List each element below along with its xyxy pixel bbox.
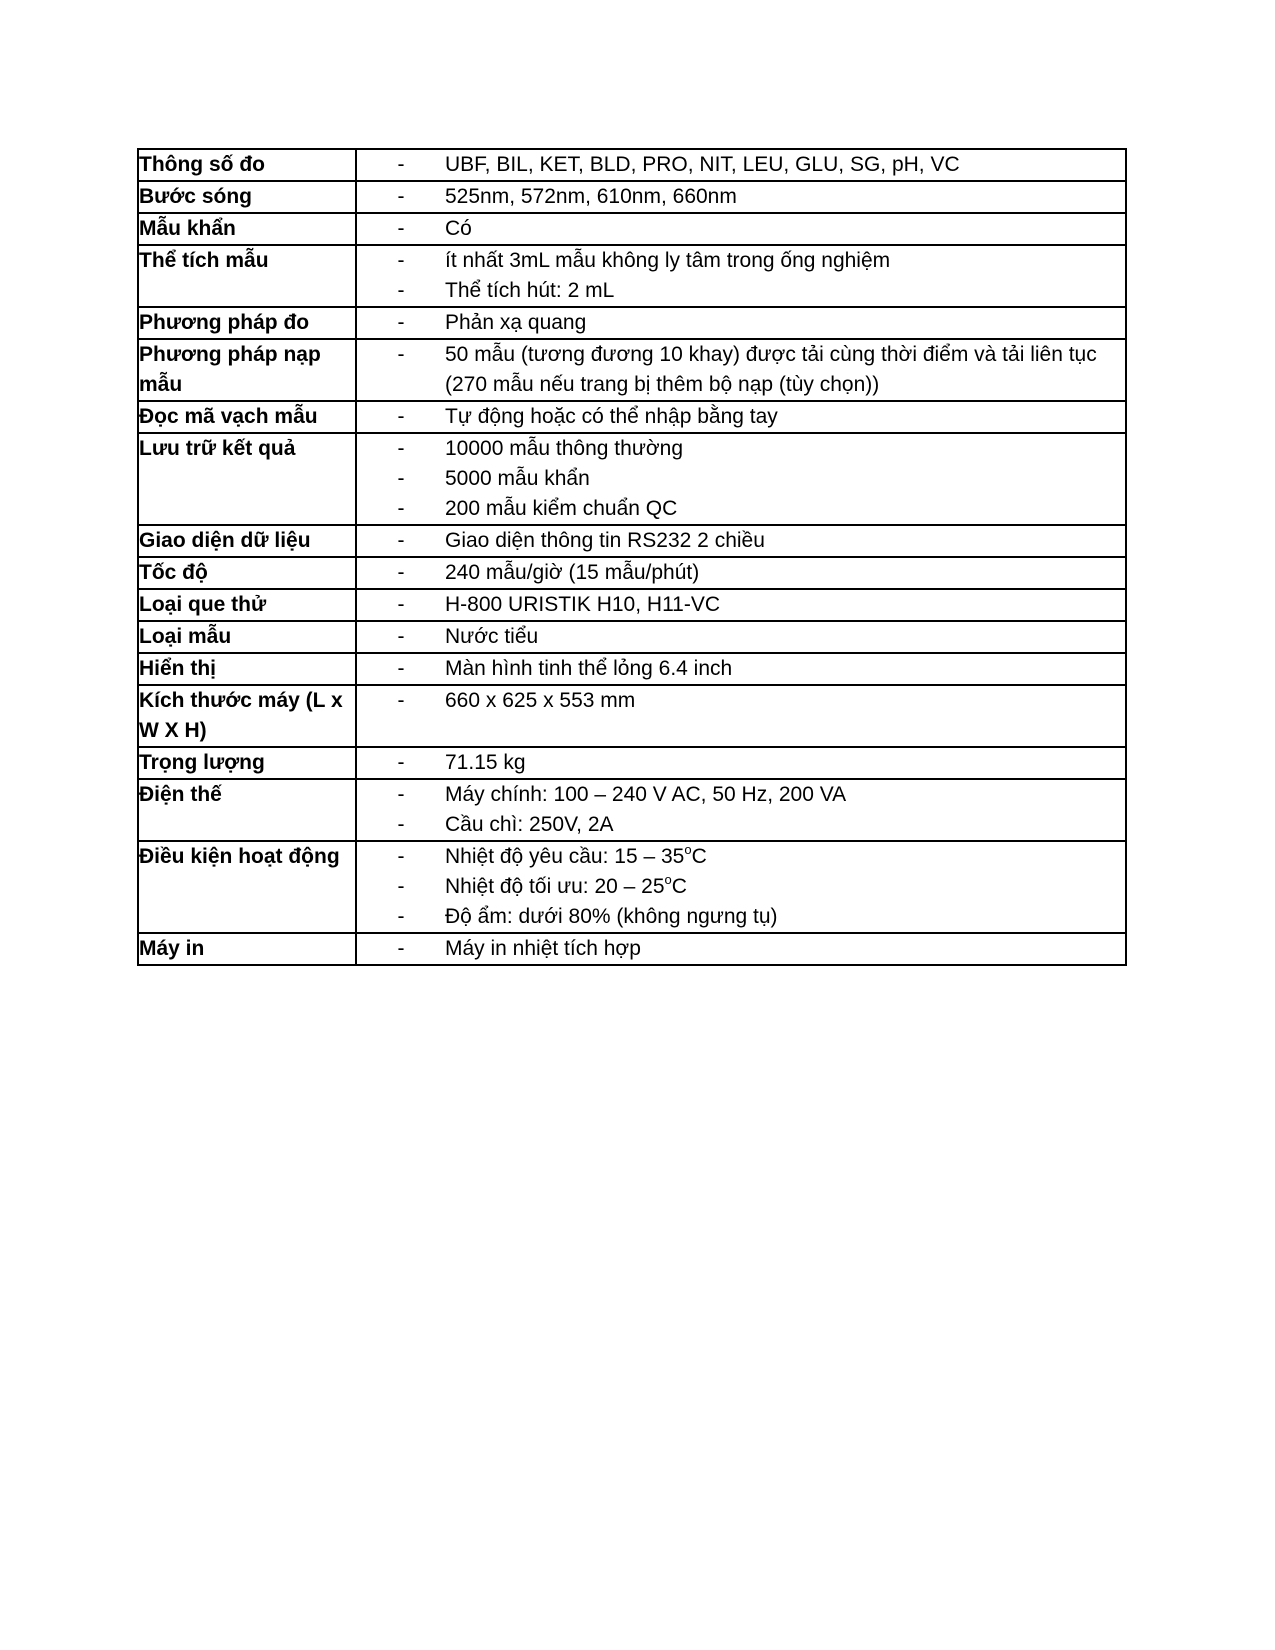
spec-value-item [357, 246, 1125, 276]
spec-value-text: 525nm, 572nm, 610nm, 660nm [445, 185, 737, 208]
spec-value-text: 71.15 kg [445, 751, 526, 774]
spec-value-item [357, 340, 1125, 400]
bullet-dash: - [397, 689, 405, 712]
bullet-dash: - [397, 657, 405, 680]
spec-value-text: Giao diện thông tin RS232 2 chiều [445, 529, 765, 552]
spec-values [356, 339, 1126, 401]
spec-label: Trọng lượng [138, 747, 356, 779]
spec-value-text: 50 mẫu (tương đương 10 khay) được tải cùng thời điểm và tải liên tục (270 mẫu nếu trang bị thêm bộ nạp (tùy chọn)) [445, 343, 1097, 396]
spec-value-text: 660 x 625 x 553 mm [445, 689, 636, 712]
spec-values [356, 747, 1126, 779]
spec-value-text: UBF, BIL, KET, BLD, PRO, NIT, LEU, GLU, SG, pH, VC [445, 153, 960, 176]
bullet-dash: - [397, 343, 405, 366]
bullet-dash: - [397, 937, 405, 960]
spec-value-item [357, 686, 1125, 716]
spec-table [137, 148, 1127, 966]
spec-row [138, 685, 1126, 747]
spec-value-text: Màn hình tinh thể lỏng 6.4 inch [445, 657, 733, 680]
spec-row [138, 653, 1126, 685]
spec-values [356, 653, 1126, 685]
spec-row [138, 433, 1126, 525]
spec-value-text: Độ ẩm: dưới 80% (không ngưng tụ) [445, 905, 778, 928]
spec-label: Bước sóng [138, 181, 356, 213]
spec-value-item [357, 402, 1125, 432]
bullet-dash: - [397, 905, 405, 928]
spec-values [356, 779, 1126, 841]
spec-values [356, 401, 1126, 433]
bullet-dash: - [397, 467, 405, 490]
spec-value-text: 5000 mẫu khẩn [445, 467, 590, 490]
bullet-dash: - [397, 751, 405, 774]
spec-value-text: H-800 URISTIK H10, H11-VC [445, 593, 721, 616]
bullet-dash: - [397, 561, 405, 584]
spec-value-text: ít nhất 3mL mẫu không ly tâm trong ống nghiệm [445, 249, 891, 272]
spec-values [356, 589, 1126, 621]
spec-row [138, 779, 1126, 841]
spec-label: Điện thế [138, 779, 356, 841]
spec-value-item [357, 654, 1125, 684]
spec-label: Thể tích mẫu [138, 245, 356, 307]
spec-value-text: Cầu chì: 250V, 2A [445, 813, 614, 836]
spec-values [356, 307, 1126, 339]
spec-value-text: Có [445, 217, 472, 240]
spec-row [138, 747, 1126, 779]
bullet-dash: - [397, 875, 405, 898]
spec-values [356, 933, 1126, 965]
spec-label: Đọc mã vạch mẫu [138, 401, 356, 433]
spec-row [138, 213, 1126, 245]
spec-value-text: 240 mẫu/giờ (15 mẫu/phút) [445, 561, 700, 584]
spec-value-text: Nhiệt độ yêu cầu: 15 – 35$^o$C [445, 842, 707, 868]
bullet-dash: - [397, 249, 405, 272]
spec-values [356, 245, 1126, 307]
spec-value-text: Tự động hoặc có thể nhập bằng tay [445, 405, 778, 428]
spec-label: Lưu trữ kết quả [138, 433, 356, 525]
spec-row [138, 149, 1126, 181]
spec-row [138, 245, 1126, 307]
spec-value-text: 10000 mẫu thông thường [445, 437, 684, 460]
spec-label: Phương pháp nạp mẫu [138, 339, 356, 401]
spec-value-item [357, 214, 1125, 244]
spec-row [138, 181, 1126, 213]
bullet-dash: - [397, 405, 405, 428]
bullet-dash: - [397, 783, 405, 806]
spec-value-item [357, 872, 1125, 902]
spec-value-text: 200 mẫu kiểm chuẩn QC [445, 497, 678, 520]
spec-value-text: Nhiệt độ tối ưu: 20 – 25$^o$C [445, 872, 687, 898]
spec-values [356, 181, 1126, 213]
spec-value-item [357, 780, 1125, 810]
spec-values [356, 525, 1126, 557]
bullet-dash: - [397, 813, 405, 836]
spec-label: Loại mẫu [138, 621, 356, 653]
spec-value-item [357, 182, 1125, 212]
spec-label: Kích thước máy (L x W X H) [138, 685, 356, 747]
spec-value-item [357, 622, 1125, 652]
bullet-dash: - [397, 529, 405, 552]
bullet-dash: - [397, 845, 405, 868]
spec-row [138, 589, 1126, 621]
spec-value-item [357, 276, 1125, 306]
spec-label: Phương pháp đo [138, 307, 356, 339]
degree-sign: o [664, 872, 672, 887]
spec-values [356, 433, 1126, 525]
bullet-dash: - [397, 279, 405, 302]
degree-sign: o [684, 842, 692, 857]
spec-label: Giao diện dữ liệu [138, 525, 356, 557]
spec-row [138, 525, 1126, 557]
spec-label: Tốc độ [138, 557, 356, 589]
spec-row [138, 841, 1126, 933]
bullet-dash: - [397, 153, 405, 176]
spec-value-item [357, 902, 1125, 932]
spec-values [356, 557, 1126, 589]
spec-value-item [357, 434, 1125, 464]
spec-label: Loại que thử [138, 589, 356, 621]
spec-label: Điều kiện hoạt động [138, 841, 356, 933]
spec-row [138, 621, 1126, 653]
spec-value-item [357, 308, 1125, 338]
spec-value-item [357, 934, 1125, 964]
spec-values [356, 685, 1126, 747]
bullet-dash: - [397, 185, 405, 208]
bullet-dash: - [397, 217, 405, 240]
spec-value-item [357, 150, 1125, 180]
spec-label: Máy in [138, 933, 356, 965]
spec-row [138, 557, 1126, 589]
spec-row [138, 401, 1126, 433]
bullet-dash: - [397, 625, 405, 648]
spec-values [356, 149, 1126, 181]
spec-values [356, 213, 1126, 245]
spec-values [356, 841, 1126, 933]
spec-value-text: Phản xạ quang [445, 311, 587, 334]
spec-value-text: Máy chính: 100 – 240 V AC, 50 Hz, 200 VA [445, 783, 847, 806]
spec-value-item [357, 558, 1125, 588]
spec-value-text: Thể tích hút: 2 mL [445, 279, 615, 302]
spec-label: Mẫu khẩn [138, 213, 356, 245]
bullet-dash: - [397, 497, 405, 520]
bullet-dash: - [397, 311, 405, 334]
spec-value-item [357, 748, 1125, 778]
spec-value-text: Máy in nhiệt tích hợp [445, 937, 641, 960]
spec-value-item [357, 842, 1125, 872]
bullet-dash: - [397, 437, 405, 460]
spec-row [138, 933, 1126, 965]
bullet-dash: - [397, 593, 405, 616]
spec-value-item [357, 464, 1125, 494]
spec-value-item [357, 810, 1125, 840]
spec-value-item [357, 526, 1125, 556]
spec-label: Thông số đo [138, 149, 356, 181]
spec-table-body [138, 149, 1126, 965]
spec-value-item [357, 590, 1125, 620]
spec-value-text: Nước tiểu [445, 625, 539, 648]
spec-values [356, 621, 1126, 653]
spec-value-item [357, 494, 1125, 524]
spec-row [138, 339, 1126, 401]
spec-row [138, 307, 1126, 339]
spec-label: Hiển thị [138, 653, 356, 685]
